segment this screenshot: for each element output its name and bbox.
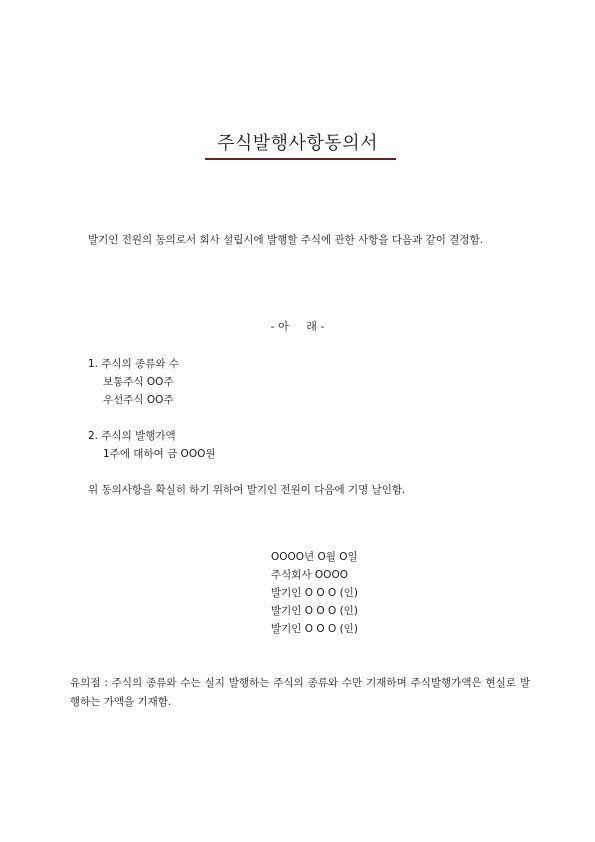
section1-heading: 1. 주식의 종류와 수 [88, 358, 180, 370]
footnote: 유의점 : 주식의 종류와 수는 실지 발행하는 주식의 종류와 수만 기재하며 주식발행가액은 현실로 발행하는 가액을 기재함. [70, 677, 530, 708]
section-heading: - 아 래 - [270, 320, 325, 333]
section2-heading: 2. 주식의 발행가액 [88, 430, 176, 442]
issue-price-line: 1주에 대하여 금 OOO원 [103, 448, 216, 460]
preferred-shares-line: 우선주식 OO주 [103, 394, 174, 406]
promoter-line: 발기인 O O O (인) [271, 605, 358, 617]
promoter-line: 발기인 O O O (인) [271, 623, 358, 635]
signature-date: OOOO년 O월 O일 [271, 551, 358, 563]
signature-company: 주식회사 OOOO [271, 569, 348, 581]
promoter-line: 발기인 O O O (인) [271, 587, 358, 599]
intro-paragraph: 발기인 전원의 동의로서 회사 설립시에 발행할 주식에 관한 사항을 다음과 같이 결정함. [88, 234, 484, 246]
confirmation-sentence: 위 동의사항을 확실히 하기 위하여 발기인 전원이 다음에 기명 날인함. [88, 484, 406, 496]
common-shares-line: 보통주식 OO주 [103, 376, 174, 388]
title-underline [205, 158, 396, 160]
document-title: 주식발행사항동의서 [217, 133, 378, 154]
